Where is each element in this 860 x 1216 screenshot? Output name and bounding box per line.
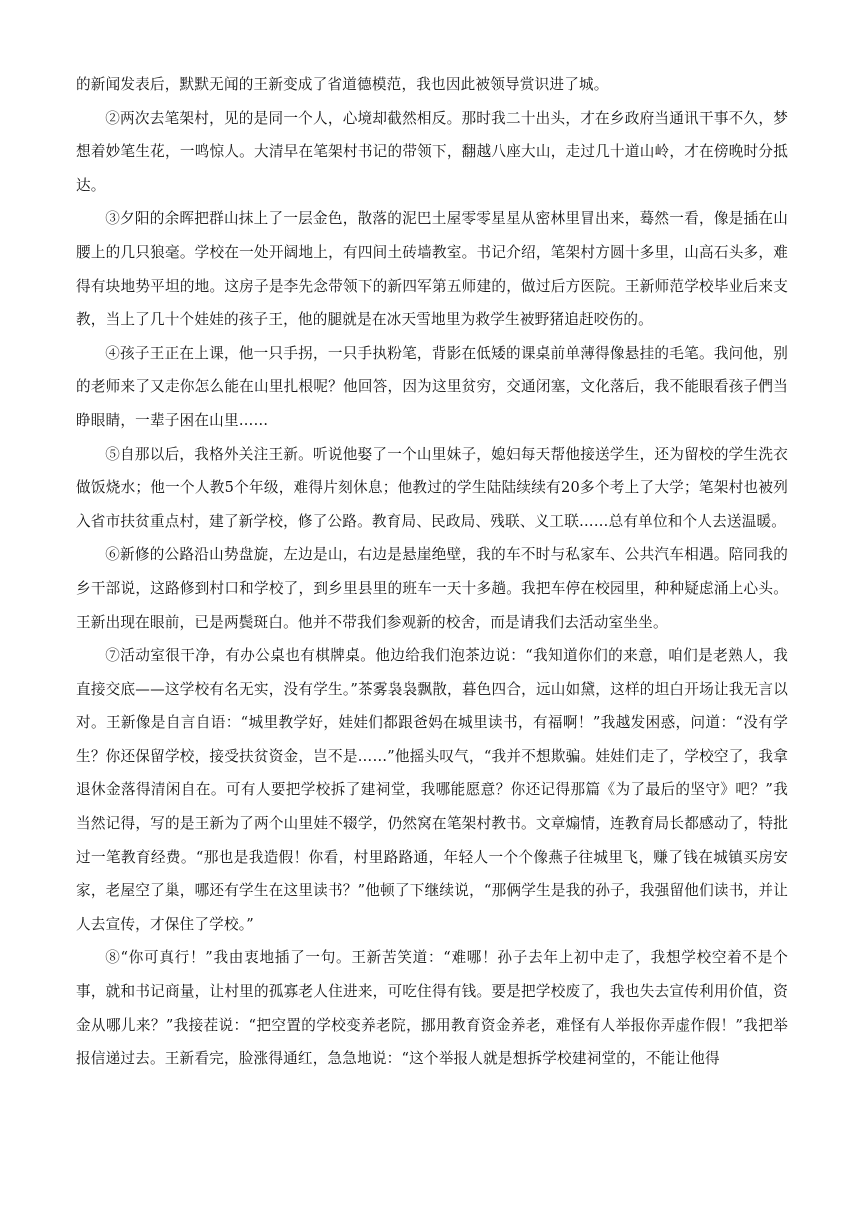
paragraph-3: ③夕阳的余晖把群山抹上了一层金色，散落的泥巴土屋零零星星从密林里冒出来，蓦然一看，像是插在山腰上的几只狼毫。学校在一处开阔地上，有四间土砖墙教室。书记介绍，笔架村方圆十多里，山高石头多，难得有块地势平坦的地。这房子是李先念带领下的新四军第五师建的，做过后方医院。王新师范学校毕业后来支教，当上了几十个娃娃的孩子王，他的腿就是在冰天雪地里为救学生被野猪追赶咬伤的。: [76, 210, 788, 329]
paragraph-8: ⑧“你可真行！”我由衷地插了一句。王新苦笑道：“难哪！孙子去年上初中走了，我想学校空着不是个事，就和书记商量，让村里的孤寡老人住进来，可吃住得有钱。要是把学校废了，我也失去宣传利用价值，资金从哪儿来？”我接茬说：“把空置的学校变养老院，挪用教育资金养老，难怪有人举报你弄虚作假！”我把举报信递过去。王新看完，脸涨得通红，急急地说：“这个举报人就是想拆学校建祠堂的，不能让他得: [76, 949, 788, 1068]
article-body: [76, 68, 788, 1076]
paragraph-5: ⑤自那以后，我格外关注王新。听说他娶了一个山里妹子，媳妇每天帮他接送学生，还为留校的学生洗衣做饭烧水；他一个人教5个年级，难得片刻休息；他教过的学生陆陆续续有20多个考上了大学；笔架村也被列入省市扶贫重点村，建了新学校，修了公路。教育局、民政局、残联、义工联……总有单位和个人去送温暖。: [76, 445, 788, 530]
paragraph-2: ②两次去笔架村，见的是同一个人，心境却截然相反。那时我二十出头，才在乡政府当通讯干事不久，梦想着妙笔生花，一鸣惊人。大清早在笔架村书记的带领下，翻越八座大山，走过几十道山岭，才在傍晚时分抵达。: [76, 109, 788, 194]
paragraph-continuation: 的新闻发表后，默默无闻的王新变成了省道德模范，我也因此被领导赏识进了城。: [76, 76, 609, 93]
paragraph-4: ④孩子王正在上课，他一只手拐，一只手执粉笔，背影在低矮的课桌前单薄得像悬挂的毛笔。我问他，别的老师来了又走你怎么能在山里扎根呢？他回答，因为这里贫穷，交通闭塞，文化落后，我不能眼看孩子們当睁眼睛，一辈子困在山里……: [76, 344, 788, 429]
paragraph-6: ⑥新修的公路沿山势盘旋，左边是山，右边是悬崖绝壁，我的车不时与私家车、公共汽车相遇。陪同我的乡干部说，这路修到村口和学校了，到乡里县里的班车一天十多趟。我把车停在校园里，种种疑虑涌上心头。王新出现在眼前，已是两鬓斑白。他并不带我们参观新的校舍，而是请我们去活动室坐坐。: [76, 546, 788, 631]
paragraph-7: ⑦活动室很干净，有办公桌也有棋牌桌。他边给我们泡茶边说：“我知道你们的来意，咱们是老熟人，我直接交底——这学校有名无实，没有学生。”茶雾袅袅飘散，暮色四合，远山如黛，这样的坦白开场让我无言以对。王新像是自言自语：“城里教学好，娃娃们都跟爸妈在城里读书，有福啊！”我越发困惑，问道：“没有学生？你还保留学校，接受扶贫资金，岂不是……”他摇头叹气，“我并不想欺骗。娃娃们走了，学校空了，我拿退休金落得清闲自在。可有人要把学校拆了建祠堂，我哪能愿意？你还记得那篇《为了最后的坚守》吧？”我当然记得，写的是王新为了两个山里娃不辍学，仍然窝在笔架村教书。文章煽情，连教育局长都感动了，特批过一笔教育经费。“那也是我造假！你看，村里路路通，年轻人一个个像燕子往城里飞，赚了钱在城镇买房安家，老屋空了巢，哪还有学生在这里读书？”他顿了下继续说，“那俩学生是我的孙子，我强留他们读书，并让人去宣传，才保住了学校。”: [76, 647, 788, 933]
